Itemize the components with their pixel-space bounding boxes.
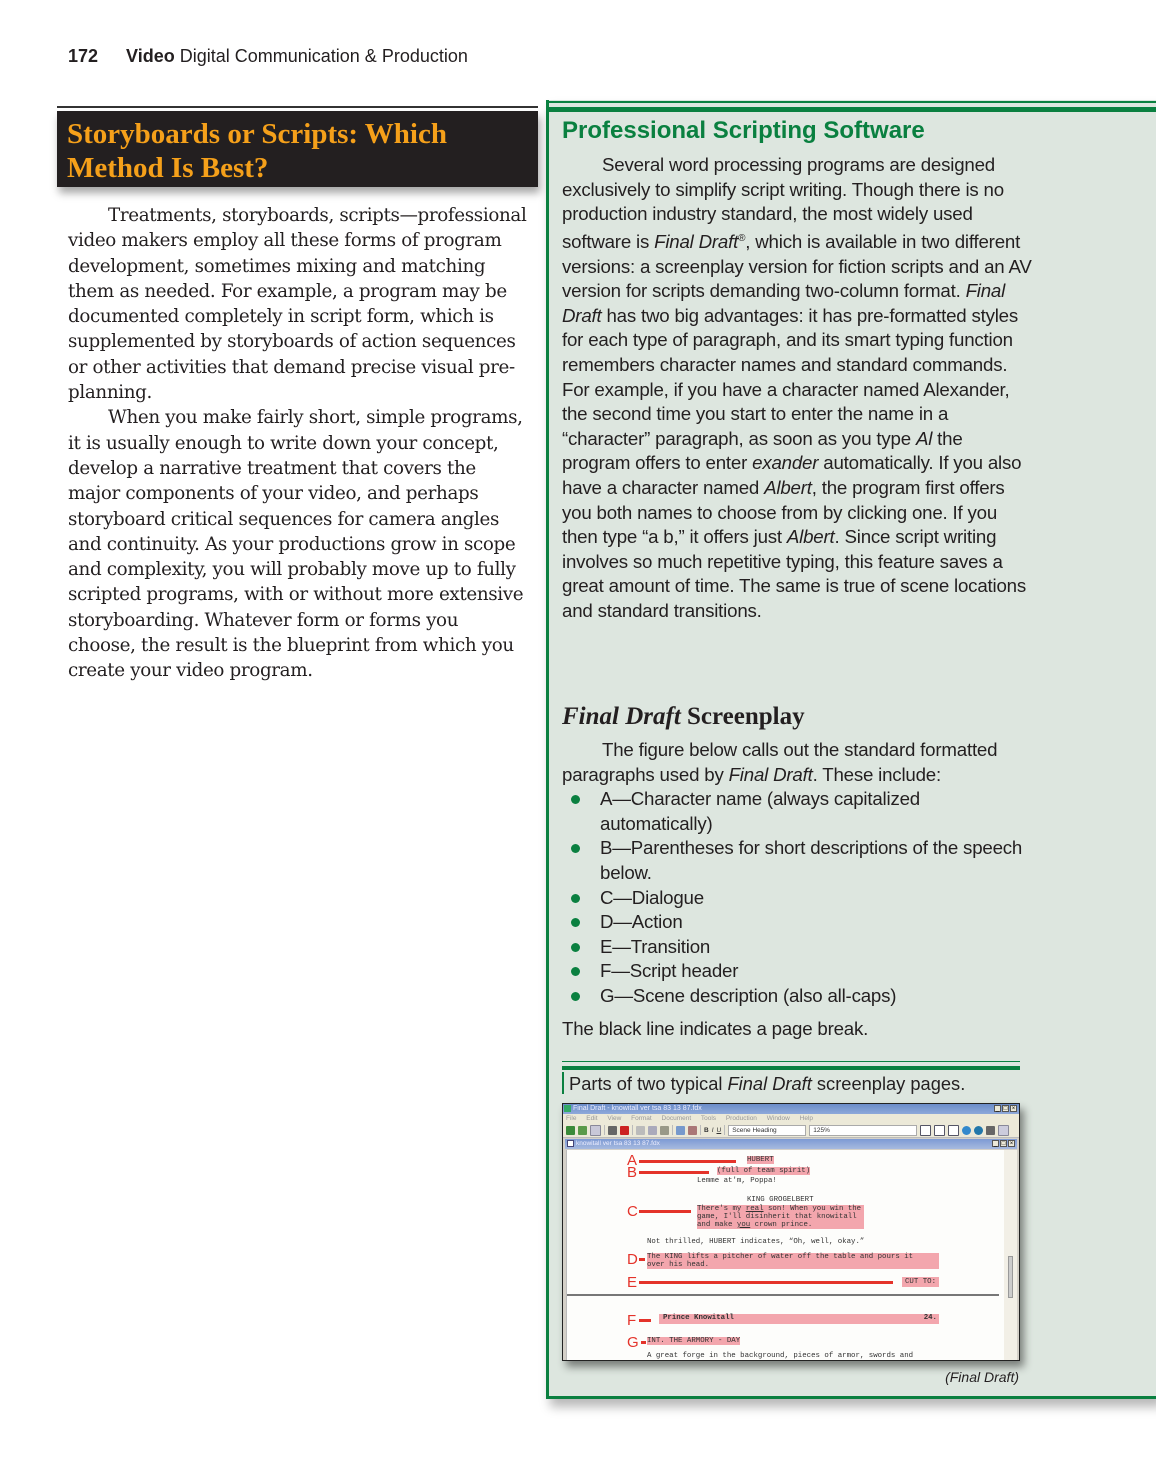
underline-button[interactable]: U <box>716 1126 722 1134</box>
left-column-body <box>68 203 530 684</box>
undo-icon[interactable] <box>676 1126 685 1135</box>
toolbar-separator <box>724 1125 725 1135</box>
text-run: . These include: <box>812 763 941 785</box>
text-run: the program offers to enter <box>562 427 963 474</box>
toolbar-separator <box>632 1125 633 1135</box>
menu-file[interactable]: File <box>566 1115 577 1122</box>
dialogue-line: Lemme at'm, Poppa! <box>697 1177 777 1185</box>
scene-navigator-icon[interactable] <box>974 1126 983 1135</box>
paste-icon[interactable] <box>660 1126 669 1135</box>
list-item <box>562 886 1032 911</box>
list-item <box>562 787 1032 836</box>
body-paragraph: Treatments, storyboards, scripts—professional video makers employ all these forms of program development, sometimes mixing and matching them as needed. For example, a program may be documented completely in script form, which is supplemented by storyboards of action sequences or other activities that demand precise visual pre-planning. <box>68 205 527 404</box>
callout-c: C <box>627 1203 638 1220</box>
text-run: game, I'll disinherit that knowitall <box>697 1213 857 1221</box>
menu-view[interactable]: View <box>607 1115 622 1122</box>
list-item-text: G—Scene description (also all-caps) <box>600 984 897 1006</box>
scrollbar-thumb[interactable] <box>1008 1256 1013 1298</box>
callout-d: D <box>627 1251 638 1268</box>
element-select[interactable]: Scene Heading <box>728 1125 806 1136</box>
maximize-icon[interactable]: □ <box>1003 1106 1008 1112</box>
software-name: Final Draft <box>727 1073 812 1094</box>
figure-rule-thick <box>562 1066 1020 1070</box>
page-view-icon[interactable] <box>920 1125 931 1136</box>
app-title: Final Draft - knowitall ver tsa 83 13 87.fdx <box>573 1105 702 1112</box>
figure-caption <box>569 1073 965 1095</box>
document-titlebar <box>565 1139 1017 1149</box>
registered-mark: ® <box>738 232 746 244</box>
subsection-closing: The black line indicates a page break. <box>562 1017 869 1039</box>
list-item-text: C—Dialogue <box>600 886 704 908</box>
document-icon <box>567 1140 574 1147</box>
menu-help[interactable]: Help <box>799 1115 814 1122</box>
italic-button[interactable]: I <box>711 1126 714 1134</box>
bold-button[interactable]: B <box>704 1126 709 1134</box>
heading-italic: Final Draft <box>562 703 681 730</box>
toolbar-separator <box>604 1125 605 1135</box>
callout-line-g <box>641 1341 646 1344</box>
minimize-icon[interactable]: _ <box>995 1106 1000 1112</box>
split-view-icon[interactable] <box>948 1125 959 1136</box>
callout-line-a <box>639 1160 736 1163</box>
minimize-icon[interactable]: _ <box>993 1141 998 1147</box>
text-run: real <box>745 1205 764 1213</box>
sidebar-top-rule-thick <box>546 107 1156 112</box>
index-card-icon[interactable] <box>998 1125 1009 1136</box>
subsection-lead <box>562 738 1032 787</box>
transition-line: CUT TO: <box>902 1277 939 1287</box>
callout-line-c <box>639 1210 691 1213</box>
text-run: There's my <box>697 1205 746 1213</box>
typed-text: exander <box>752 452 819 474</box>
header-page-number: 24. <box>923 1314 937 1322</box>
maximize-icon[interactable]: □ <box>1001 1141 1006 1147</box>
close-icon[interactable]: × <box>1011 1106 1016 1112</box>
text-run: son! When you win the <box>763 1205 862 1213</box>
typed-text: Al <box>915 427 933 449</box>
action-block <box>647 1253 939 1269</box>
text-run: screenplay pages. <box>811 1073 966 1094</box>
dialogue-block <box>697 1205 864 1229</box>
close-icon[interactable]: × <box>1009 1141 1014 1147</box>
list-item <box>562 959 1032 984</box>
list-item <box>562 935 1032 960</box>
section-title-box <box>57 111 538 187</box>
zoom-select[interactable]: 125% <box>809 1125 917 1136</box>
text-run: Several word processing programs are designed exclusively to simplify script writing. Though there is no production industry standard, the most widely used software is <box>562 154 1004 253</box>
list-item-text: D—Action <box>600 911 683 933</box>
character-name-line: KING GROGELBERT <box>747 1196 814 1204</box>
text-run: . Since script writing involves so much repetitive typing, this feature saves a great amount of time. The same is true of scene locations and standard transitions. <box>562 526 1026 621</box>
callout-line-d <box>639 1258 645 1261</box>
app-titlebar <box>563 1104 1019 1114</box>
text-run: Parts of two typical <box>569 1073 728 1094</box>
callout-line-f <box>639 1319 651 1322</box>
menu-window[interactable]: Window <box>766 1115 790 1122</box>
scene-heading-line: INT. THE ARMORY - DAY <box>647 1337 741 1345</box>
new-icon[interactable] <box>566 1126 575 1135</box>
book-title-bold: Video <box>126 46 175 66</box>
callout-b: B <box>627 1164 638 1181</box>
parenthetical-line: (full of team spirit) <box>717 1167 811 1175</box>
cut-icon[interactable] <box>636 1126 645 1135</box>
sidebar-heading: Professional Scripting Software <box>562 117 925 144</box>
sidebar-top-rule-thin <box>546 101 1156 103</box>
character-name-line: HUBERT <box>747 1156 774 1164</box>
text-run: has two big advantages: it has pre-formatted styles for each type of paragraph, and its smart typing function remembers character names and standard commands. For example, if you have a character named Alexander, the second time you start to enter the name in a “character” paragraph, as soon as you type <box>562 304 1019 449</box>
character-name: Albert <box>786 526 835 548</box>
book-title-rest: Digital Communication & Production <box>174 46 468 66</box>
menu-tools[interactable]: Tools <box>700 1115 717 1122</box>
document-window-controls <box>992 1140 1015 1147</box>
document-title: knowitall ver tsa 83 13 87.fdx <box>576 1140 660 1147</box>
paragraph-types-list <box>562 787 1032 1008</box>
callout-a: A <box>627 1152 638 1169</box>
navigator-icon[interactable] <box>962 1126 971 1135</box>
callout-e: E <box>627 1274 638 1291</box>
pdf-icon[interactable] <box>620 1126 629 1135</box>
software-name: Final Draft <box>728 763 813 785</box>
speech-icon[interactable] <box>986 1126 995 1135</box>
save-icon[interactable] <box>590 1125 601 1136</box>
bullet-icon <box>571 992 580 1001</box>
list-item-text: F—Script header <box>600 960 739 982</box>
page-number: 172 <box>68 46 99 66</box>
callout-g: G <box>627 1334 639 1351</box>
vertical-scrollbar[interactable] <box>1004 1150 1017 1360</box>
subsection-heading <box>562 703 805 731</box>
text-run: over his head. <box>647 1261 710 1269</box>
figure-credit: (Final Draft) <box>945 1369 1019 1385</box>
page-break-line <box>567 1294 999 1296</box>
app-icon <box>564 1105 571 1112</box>
action-line: Not thrilled, HUBERT indicates, “Oh, well, okay.” <box>647 1238 865 1246</box>
character-name: Albert <box>764 476 812 498</box>
copy-icon[interactable] <box>648 1126 657 1135</box>
text-run: , the program first offers you both names to choose from by clicking one. If you then type “a b,” it offers just <box>562 476 1005 548</box>
bullet-icon <box>571 943 580 952</box>
list-item <box>562 910 1032 935</box>
window-controls <box>994 1105 1017 1112</box>
software-name: Final Draft <box>654 231 739 253</box>
software-name: Final Draft <box>562 280 1006 326</box>
final-draft-screenshot <box>562 1103 1020 1361</box>
menu-document[interactable]: Document <box>661 1115 692 1122</box>
section-title: Storyboards or Scripts: Which Method Is Best? <box>67 118 447 184</box>
callout-line-e <box>639 1281 893 1284</box>
list-item <box>562 984 1032 1009</box>
header-title: Prince Knowitall <box>663 1314 734 1322</box>
bullet-icon <box>571 844 580 853</box>
bullet-icon <box>571 967 580 976</box>
subsection-body <box>562 738 1032 1041</box>
sidebar-intro <box>562 153 1032 624</box>
running-header <box>68 46 468 67</box>
list-item-text: A—Character name (always capitalized automatically) <box>600 788 920 834</box>
title-rule <box>57 106 538 108</box>
callout-f: F <box>627 1312 637 1329</box>
open-icon[interactable] <box>578 1126 587 1135</box>
figure-caption-bar <box>562 1072 564 1094</box>
app-toolbar <box>563 1123 1019 1138</box>
text-run: The figure below calls out the standard formatted paragraphs used by <box>562 739 998 785</box>
script-page[interactable] <box>566 1150 1005 1360</box>
bullet-icon <box>571 894 580 903</box>
app-menubar <box>563 1114 1019 1123</box>
list-item <box>562 836 1032 885</box>
menu-format[interactable]: Format <box>631 1115 652 1122</box>
toolbar-separator <box>700 1125 701 1135</box>
figure-rule-thin <box>562 1061 1020 1062</box>
menu-edit[interactable]: Edit <box>586 1115 598 1122</box>
script-header <box>659 1314 939 1324</box>
list-item-text: B—Parentheses for short descriptions of the speech below. <box>600 837 1023 883</box>
body-paragraph: When you make fairly short, simple programs, it is usually enough to write down your concept, develop a narrative treatment that covers the major components of your video, and perhaps storyboard critical sequences for camera angles and continuity. As your productions grow in scope and complexity, you will probably move up to fully scripted programs, with or without more extensive storyboarding. Whatever form or forms you choose, the result is the blueprint from which you create your video program. <box>68 407 524 682</box>
callout-line-b <box>639 1171 709 1174</box>
toolbar-separator <box>672 1125 673 1135</box>
text-run: , which is available in two different versions: a screenplay version for fiction scripts and an AV version for scripts demanding two-column format. <box>562 231 1032 302</box>
print-icon[interactable] <box>608 1126 617 1135</box>
text-run: crown prince. <box>750 1221 813 1229</box>
bullet-icon <box>571 918 580 927</box>
menu-production[interactable]: Production <box>725 1115 757 1122</box>
scene-description-line: A great forge in the background, pieces of armor, swords and <box>647 1352 914 1360</box>
two-column-view-icon[interactable] <box>934 1125 945 1136</box>
bullet-icon <box>571 795 580 804</box>
list-item-text: E—Transition <box>600 935 711 957</box>
text-run: you <box>736 1221 751 1229</box>
text-run: automatically. If you also have a character named <box>562 452 1022 498</box>
text-run: The KING lifts a pitcher of water off the table and pours it <box>647 1253 914 1261</box>
redo-icon[interactable] <box>688 1126 697 1135</box>
heading-rest: Screenplay <box>680 703 805 730</box>
sidebar-paragraph <box>562 153 1032 624</box>
text-run: and make <box>697 1221 737 1229</box>
